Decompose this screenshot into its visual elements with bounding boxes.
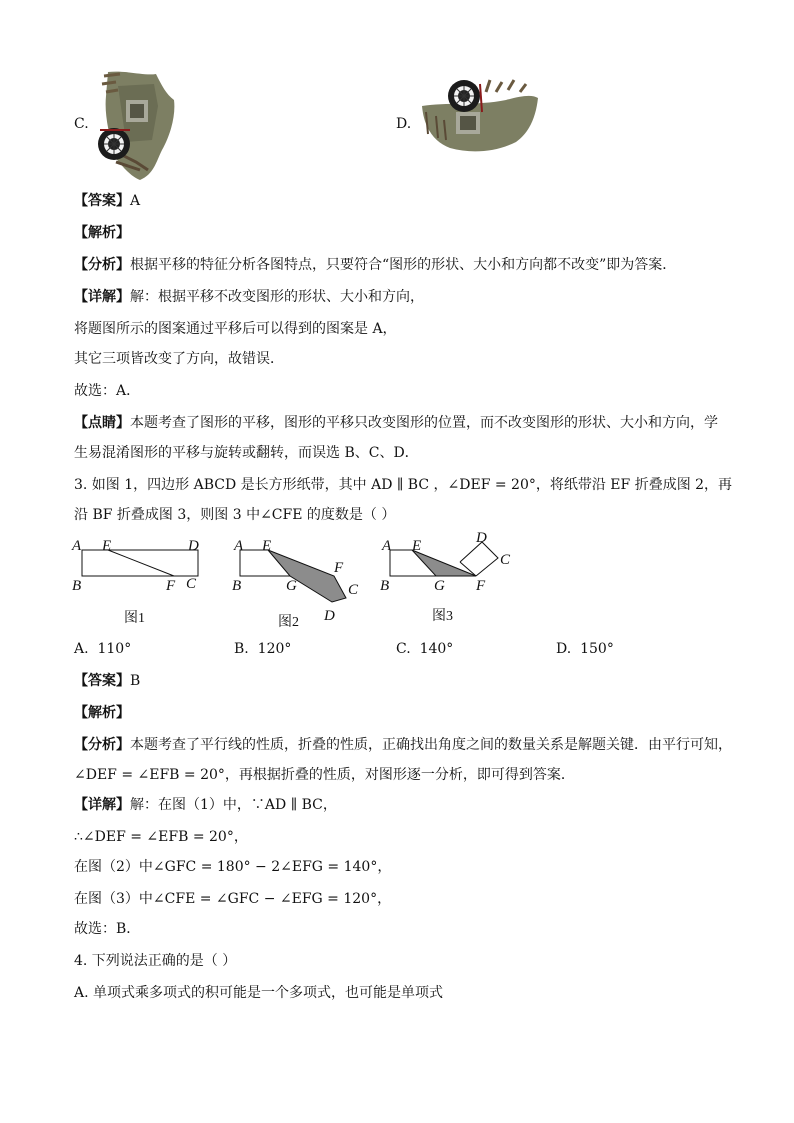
option-c-label: C.	[74, 116, 89, 132]
option-c-picture	[96, 66, 180, 184]
svg-text:C: C	[348, 582, 359, 598]
q3-answer: 【答案】B	[74, 673, 141, 689]
svg-text:图3: 图3	[432, 609, 453, 624]
q2-line2: 将题图所示的图案通过平移后可以得到的图案是 A，	[74, 321, 397, 337]
figure-2	[228, 534, 368, 630]
q3-stem-line2: 沿 BF 折叠成图 3，则图 3 中∠CFE 的度数是（ ）	[74, 507, 396, 523]
svg-text:图1: 图1	[124, 611, 145, 626]
svg-text:F: F	[334, 560, 344, 576]
figure-3	[378, 528, 518, 628]
q3-fenxi-cont: ∠DEF = ∠EFB = 20°，再根据折叠的性质，对图形逐一分析，即可得到答案．	[74, 767, 575, 783]
svg-text:B: B	[380, 578, 390, 594]
option-d-picture	[416, 76, 542, 154]
svg-text:D: D	[324, 608, 335, 624]
svg-text:E: E	[262, 538, 272, 554]
svg-text:F: F	[166, 578, 176, 594]
q3-analysis-heading: 【解析】	[74, 705, 130, 721]
q3-option-d[interactable]: D. 150°	[556, 641, 614, 657]
q3-choice: 故选：B．	[74, 921, 141, 937]
svg-text:B: B	[72, 578, 82, 594]
q3-fenxi: 【分析】本题考查了平行线的性质，折叠的性质，正确找出角度之间的数量关系是解题关键．由平行可知，	[74, 737, 732, 753]
svg-text:D: D	[188, 538, 199, 554]
q3-step1: ∴∠DEF = ∠EFB = 20°，	[74, 829, 248, 845]
q3-step2: 在图（2）中∠GFC = 180° − 2∠EFG = 140°，	[74, 859, 392, 875]
q2-line3: 其它三项皆改变了方向，故错误．	[74, 351, 284, 367]
q2-xiangjie: 【详解】解：根据平移不改变图形的形状、大小和方向，	[74, 289, 424, 305]
svg-text:A: A	[234, 538, 244, 554]
svg-text:图2: 图2	[278, 615, 299, 630]
q3-stem-line1: 3. 如图 1，四边形 ABCD 是长方形纸带，其中 AD ∥ BC ，∠DEF = 20°，将纸带沿 EF 折叠成图 2，再	[74, 477, 733, 493]
q2-choice: 故选：A．	[74, 383, 141, 399]
svg-text:G: G	[286, 578, 297, 594]
q4-stem: 4. 下列说法正确的是（ ）	[74, 953, 237, 969]
svg-text:B: B	[232, 578, 242, 594]
q4-option-a[interactable]: A. 单项式乘多项式的积可能是一个多项式，也可能是单项式	[74, 985, 444, 1001]
option-d-label: D.	[396, 116, 412, 132]
svg-text:D: D	[476, 530, 487, 546]
q2-analysis-heading: 【解析】	[74, 225, 130, 241]
svg-text:C: C	[186, 576, 197, 592]
q2-dianjing-cont: 生易混淆图形的平移与旋转或翻转，而误选 B、C、D．	[74, 445, 419, 461]
q2-answer: 【答案】A	[74, 193, 141, 209]
svg-text:E: E	[102, 538, 112, 554]
q2-fenxi: 【分析】根据平移的特征分析各图特点，只要符合“图形的形状、大小和方向都不改变”即为答案．	[74, 257, 677, 273]
svg-text:C: C	[500, 552, 511, 568]
svg-text:A: A	[382, 538, 392, 554]
svg-text:G: G	[434, 578, 445, 594]
q3-option-a[interactable]: A. 110°	[74, 641, 132, 657]
q2-dianjing: 【点睛】本题考查了图形的平移，图形的平移只改变图形的位置，而不改变图形的形状、大小和方向，学	[74, 415, 718, 431]
q3-xiangjie: 【详解】解：在图（1）中，∵AD ∥ BC，	[74, 797, 337, 813]
svg-text:F: F	[476, 578, 486, 594]
svg-text:E: E	[412, 538, 422, 554]
q3-step3: 在图（3）中∠CFE = ∠GFC − ∠EFG = 120°，	[74, 891, 392, 907]
q3-option-b[interactable]: B. 120°	[234, 641, 292, 657]
q3-option-c[interactable]: C. 140°	[396, 641, 454, 657]
svg-text:A: A	[72, 538, 82, 554]
figure-1	[70, 534, 210, 630]
